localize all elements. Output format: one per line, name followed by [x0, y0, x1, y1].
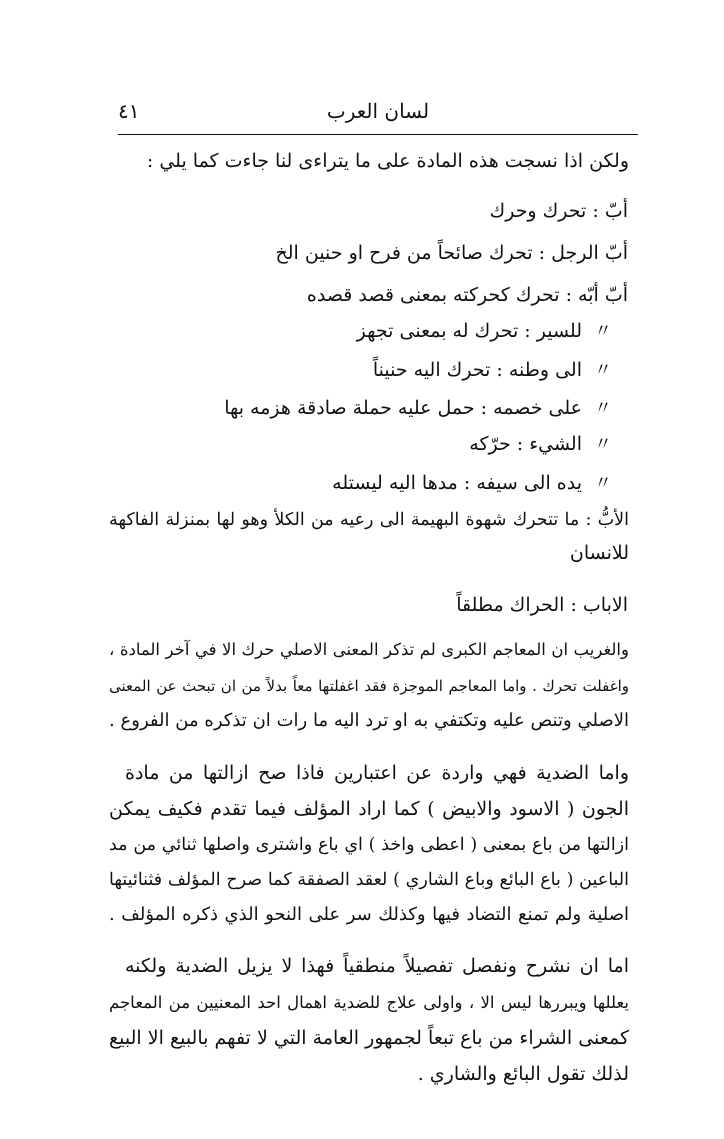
- sub-definition-text: يده الى سيفه : مدها اليه ليستله: [332, 472, 582, 494]
- running-title: لسان العرب: [326, 99, 430, 123]
- sub-definition-text: على خصمه : حمل عليه حملة صادقة هزمه بها: [224, 397, 582, 419]
- paragraph-line: واغفلت تحرك . واما المعاجم الموجزة فقد اغفلتها معاً بدلاً من ان تبحث عن المعنى: [109, 677, 629, 695]
- header-rule: [118, 134, 638, 135]
- paragraph-line: اصلية ولم تمنع التضاد فيها وكذلك سر على النحو الذي ذكره المؤلف .: [109, 904, 629, 925]
- sub-definition-line: [469, 431, 612, 458]
- sub-definition-line: [357, 318, 612, 345]
- abab-definition-line: الاباب : الحراك مطلقاً: [456, 594, 628, 616]
- sub-definition-line: [332, 470, 612, 497]
- paragraph-line: الجون ( الاسود والابيض ) كما اراد المؤلف فيما تقدم فكيف يمكن: [109, 798, 629, 820]
- definition-line: أبّ : تحرك وحرك: [489, 200, 628, 222]
- sub-definition-text: الشيء : حرّكه: [469, 433, 582, 455]
- ditto-mark: 〃: [594, 360, 612, 381]
- definition-line: أبّ أبّه : تحرك كحركته بمعنى قصد قصده: [306, 284, 628, 306]
- sub-definition-text: للسير : تحرك له بمعنى تجهز: [356, 320, 582, 342]
- abb-definition-continuation: للانسان: [569, 542, 629, 564]
- sub-definition-line: [373, 357, 612, 384]
- paragraph-line: الاصلي وتنص عليه وتكتفي به او ترد اليه ما رات ان تذكره من الفروع .: [109, 710, 629, 731]
- sub-definition-text: الى وطنه : تحرك اليه حنيناً: [372, 359, 582, 381]
- ditto-mark: 〃: [594, 321, 612, 342]
- paragraph-line: اما ان نشرح ونفصل تفصيلاً منطقياً فهذا لا يزيل الضدية ولكنه: [125, 955, 629, 977]
- paragraph-line: واما الضدية فهي واردة عن اعتبارين فاذا صح ازالتها من مادة: [125, 762, 629, 784]
- ditto-mark: 〃: [594, 398, 612, 419]
- paragraph-line: كمعنى الشراء من باع تبعاً لجمهور العامة التي لا تفهم بالبيع الا البيع: [109, 1027, 629, 1049]
- paragraph-last-line: لذلك تقول البائع والشاري .: [417, 1063, 629, 1085]
- intro-line: ولكن اذا نسجت هذه المادة على ما يتراءى لنا جاءت كما يلي :: [146, 150, 629, 172]
- definition-line: أبّ الرجل : تحرك صائحاً من فرح او حنين الخ: [275, 242, 628, 264]
- ditto-mark: 〃: [594, 434, 612, 455]
- paragraph-line: ازالتها من باع بمعنى ( اعطى واخذ ) اي باع واشترى واصلها ثنائي من مد: [109, 835, 629, 855]
- page-header: [118, 95, 638, 129]
- abb-definition-line: الأبُّ : ما تتحرك شهوة البهيمة الى رعيه من الكلأ وهو لها بمنزلة الفاكهة: [109, 510, 629, 530]
- paragraph-line: والغريب ان المعاجم الكبرى لم تذكر المعنى الاصلي حرك الا في آخر المادة ،: [109, 640, 629, 659]
- paragraph-line: يعللها ويبررها ليس الا ، واولى علاج للضدية اهمال احد المعنيين من المعاجم: [109, 993, 629, 1012]
- sub-definition-line: [224, 395, 612, 422]
- paragraph-line: الباعين ( باع البائع وباع الشاري ) لعقد الصفقة كما صرح المؤلف فثنائيتها: [109, 870, 629, 890]
- page-number: ٤١: [118, 99, 140, 123]
- ditto-mark: 〃: [594, 473, 612, 494]
